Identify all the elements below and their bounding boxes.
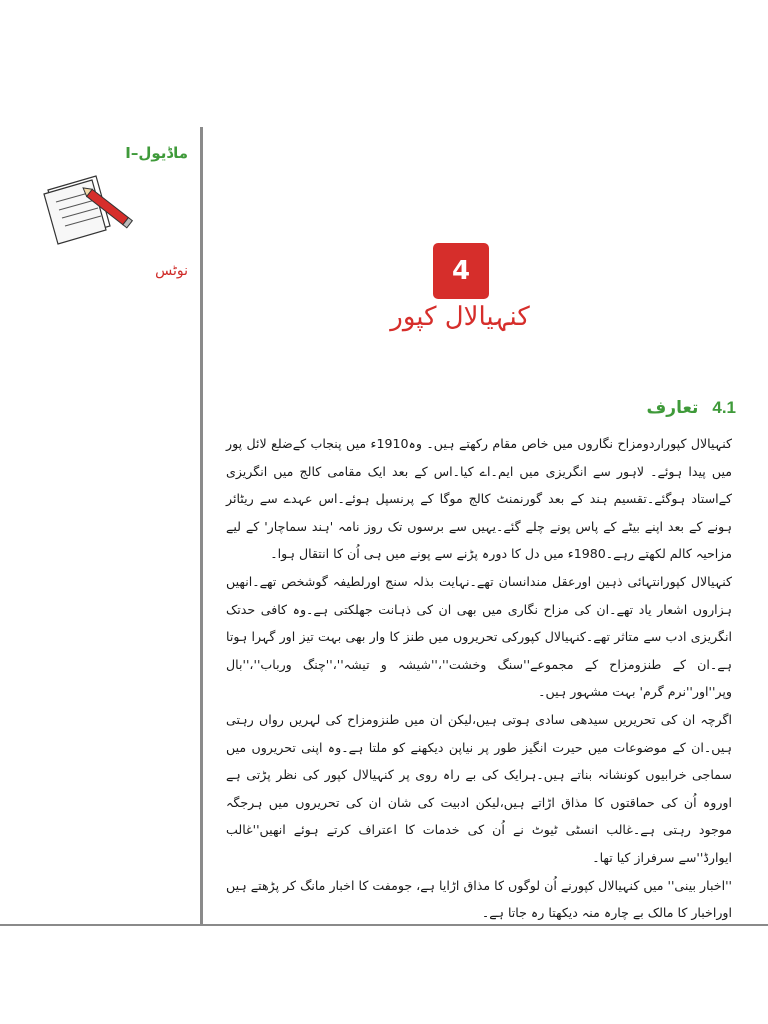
- paragraph: کنہیالال کپورانتہائی ذہین اورعقل مندانسان تھے۔نہایت بذلہ سنج اورلطیفہ گوشخص تھے۔انھیں ہزاروں اشعار یاد تھے۔ان کی مزاح نگاری میں بھی ان کی ذہانت جھلکتی ہے۔وہ کافی حدتک انگریزی ادب سے متاثر تھے۔کنہیالال کپورکی تحریروں میں طنز کا وار بھی بہت تیز اور گہرا ہوتا ہے۔ان کے طنزومزاح کے مجموعے''سنگ وخشت''،''شیشہ و تیشہ''،''چنگ ورباب''،''بال وپر''اور''نرم گرم' بہت مشہور ہیں۔: [226, 573, 732, 700]
- paragraph: کنہیالال کپوراردومزاح نگاروں میں خاص مقام رکھتے ہیں۔ وہ1910ء میں پنجاب کےضلع لائل پور میں پیدا ہوئے۔ لاہور سے انگریزی میں ایم۔اے کیا۔اس کے بعد ایک مقامی کالج میں انگریزی کےاستاد ہوگئے۔تقسیم ہند کے بعد گورنمنٹ کالج موگا کے پرنسپل ہوئے۔اس عہدے سے ریٹائر ہونے کے بعد اپنے بیٹے کے پاس پونے چلے گئے۔یہیں سے برسوں تک روز نامہ 'ہند سماچار' کے لیے مزاحیہ کالم لکھتے رہے۔1980ء میں دل کا دورہ پڑنے سے پونے میں ہی اُن کا انتقال ہوا۔: [226, 436, 732, 562]
- chapter-title: کنہیالال کپور: [390, 302, 530, 332]
- chapter-number-badge: 4: [433, 243, 489, 299]
- notes-pencil-icon: [38, 168, 138, 248]
- section-title: تعارف: [646, 398, 699, 418]
- module-label: ماڈیول–I: [125, 144, 188, 162]
- section-heading: [560, 398, 736, 418]
- paragraph: ''اخبار بینی'' میں کنہیالال کپورنے اُن لوگوں کا مذاق اڑایا ہے، جومفت کا اخبار مانگ کر پڑھتے ہیں اوراخبار کا مالک بے چارہ منہ دیکھتا رہ جاتا ہے۔: [226, 877, 732, 921]
- notes-label: نوٹس: [155, 263, 188, 279]
- section-number: 4.1: [712, 398, 736, 417]
- body-text: [226, 430, 732, 927]
- margin-rule: [200, 127, 203, 924]
- paragraph: اگرچہ ان کی تحریریں سیدھی سادی ہوتی ہیں،لیکن ان میں طنزومزاح کی لہریں رواں رہتی ہیں۔ان کے موضوعات میں حیرت انگیز طور پر نیاپن دیکھنے کو ملتا ہے۔وہ اپنی تحریروں میں سماجی خرابیوں کونشانہ بناتے ہیں۔ہرایک کی بے راہ روی پر کنہیالال کپور کی نظر پڑتی ہے اوروہ اُن کی حماقتوں کا مذاق اڑاتے ہیں،لیکن ادبیت کی شان ان کی تحریروں میں ہرجگہ موجود رہتی ہے۔غالب انسٹی ٹیوٹ نے اُن کی خدمات کا اعتراف کرتے ہوئے انھیں''غالب ایوارڈ''سے سرفراز کیا تھا۔: [226, 711, 732, 865]
